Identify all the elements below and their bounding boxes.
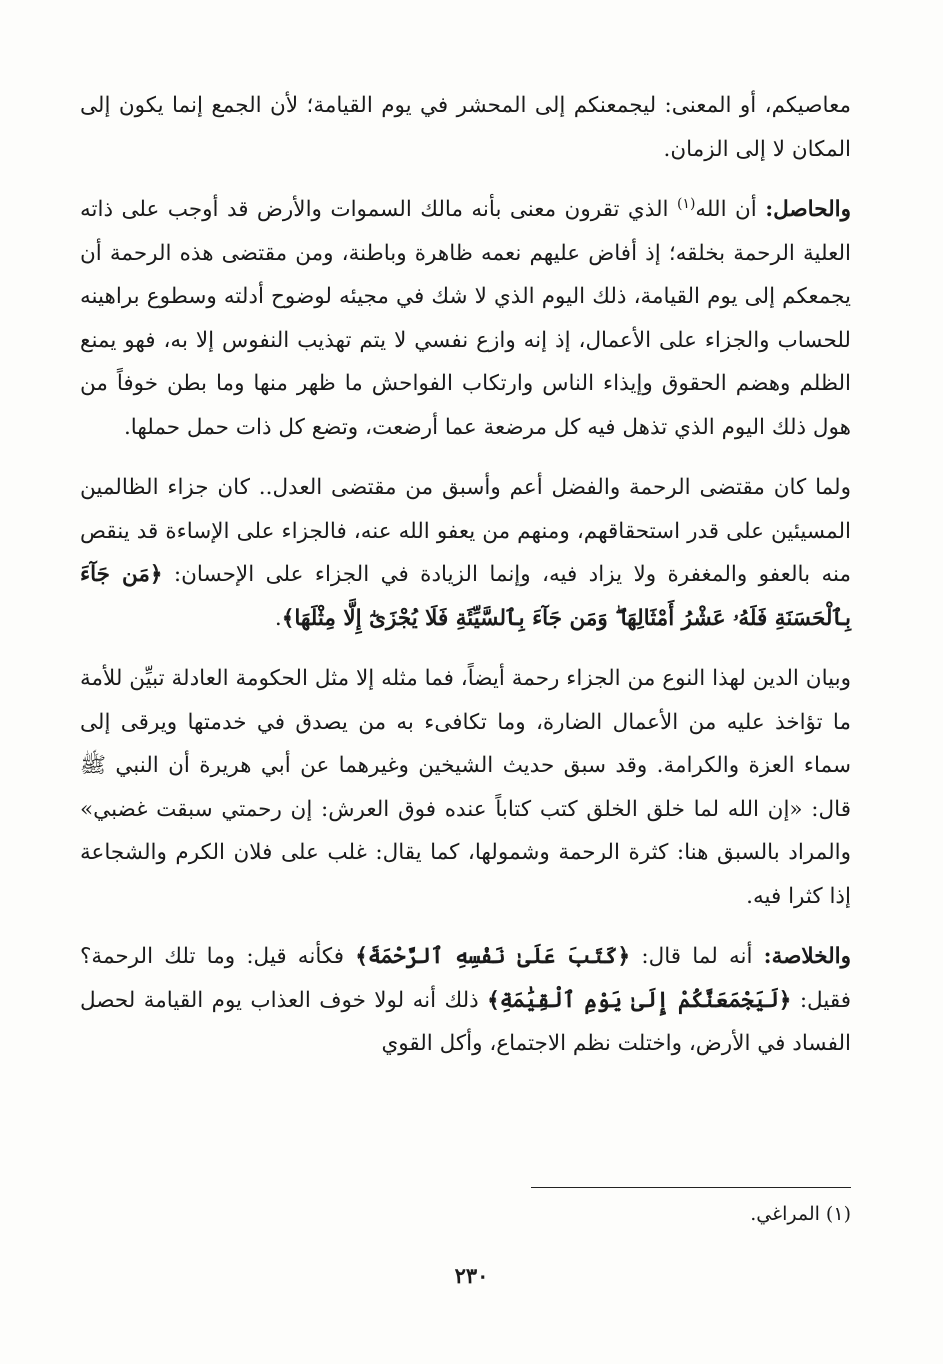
footnote: (١) المراغي. bbox=[750, 1203, 851, 1225]
paragraph-2 bbox=[80, 188, 851, 449]
footnote-reference: (١) bbox=[676, 195, 696, 212]
quran-verse-1: ﴿مَن جَآءَ بِٱلْحَسَنَةِ فَلَهُۥ عَشْرُ أَمْثَالِهَا ۖ وَمَن جَآءَ بِٱلسَّيِّئَةِ فَلَا يُجْزَىٰٓ إِلَّا مِثْلَهَا﴾ bbox=[80, 562, 851, 631]
paragraph-5-text-c: ذلك أنه لولا خوف العذاب يوم القيامة لحصل الفساد في الأرض، واختلت نظم الاجتماع، وأكل القوي bbox=[80, 987, 851, 1056]
paragraph-5 bbox=[80, 935, 851, 1066]
paragraph-1 bbox=[80, 84, 851, 171]
quran-verse-3: ﴿لَيَجْمَعَنَّكُمْ إِلَىٰ يَوْمِ ٱلْقِيَٰمَةِ﴾ bbox=[487, 987, 792, 1013]
paragraph-5-lead: والخلاصة: bbox=[763, 944, 852, 969]
paragraph-2-text-b: الذي تقرون معنى بأنه مالك السموات والأرض قد أوجب على ذاته العلية الرحمة بخلقه؛ إذ أفاض عليهم نعمه ظاهرة وباطنة، ومن مقتضى هذه الرحمة أن يجمعكم إلى يوم القيامة، ذلك اليوم الذي لا شك في مجيئه لوضوح أدلته وسطوع براهينه للحساب والجزاء على الأعمال، إذ إنه وازع نفسي لا يتم تهذيب النفوس إلا به، فهو يمنع الظلم وهضم الحقوق وإيذاء الناس وارتكاب الفواحش ما ظهر منها وما بطن خوفاً من هول ذلك اليوم الذي تذهل فيه كل مرضعة عما أرضعت، وتضع كل ذات حمل حملها. bbox=[80, 197, 851, 440]
paragraph-1-text: معاصيكم، أو المعنى: ليجمعنكم إلى المحشر في يوم القيامة؛ لأن الجمع إنما يكون إلى المكان لا إلى الزمان. bbox=[80, 93, 851, 162]
paragraph-2-lead: والحاصل: bbox=[765, 197, 851, 222]
page-body bbox=[80, 84, 851, 1083]
quran-verse-2: ﴿كَتَبَ عَلَىٰ نَفْسِهِ ٱلرَّحْمَةَ﴾ bbox=[355, 944, 631, 969]
page-number: ٢٣٠ bbox=[454, 1263, 489, 1288]
paragraph-2-text-a: أن الله bbox=[695, 197, 766, 222]
paragraph-4 bbox=[80, 657, 851, 918]
paragraph-4-text: وبيان الدين لهذا النوع من الجزاء رحمة أيضاً، فما مثله إلا مثل الحكومة العادلة تبيِّن للأمة ما تؤاخذ عليه من الأعمال الضارة، وما تكافىء به من يصدق في خدمتها ويرقى إلى سماء العزة والكرامة. وقد سبق حديث الشيخين وغيرهما عن أبي هريرة أن النبي ﷺ قال: «إن الله لما خلق الخلق كتب كتاباً عنده فوق العرش: إن رحمتي سبقت غضبي» والمراد بالسبق هنا: كثرة الرحمة وشمولها، كما يقال: غلب على فلان الكرم والشجاعة إذا كثرا فيه. bbox=[80, 666, 851, 909]
paragraph-3-tail: . bbox=[274, 605, 282, 631]
footnote-divider bbox=[531, 1187, 851, 1188]
paragraph-5-text-a: أنه لما قال: bbox=[630, 944, 764, 969]
paragraph-3 bbox=[80, 466, 851, 640]
paragraph-5-text-b: فكأنه قيل: وما تلك الرحمة؟ فقيل: bbox=[80, 944, 851, 1013]
paragraph-3-text: ولما كان مقتضى الرحمة والفضل أعم وأسبق من مقتضى العدل.. كان جزاء الظالمين المسيئين على قدر استحقاقهم، ومنهم من يعفو الله عنه، فالجزاء على الإساءة قد ينقص منه بالعفو والمغفرة ولا يزاد فيه، وإنما الزيادة في الجزاء على الإحسان: bbox=[80, 475, 851, 587]
